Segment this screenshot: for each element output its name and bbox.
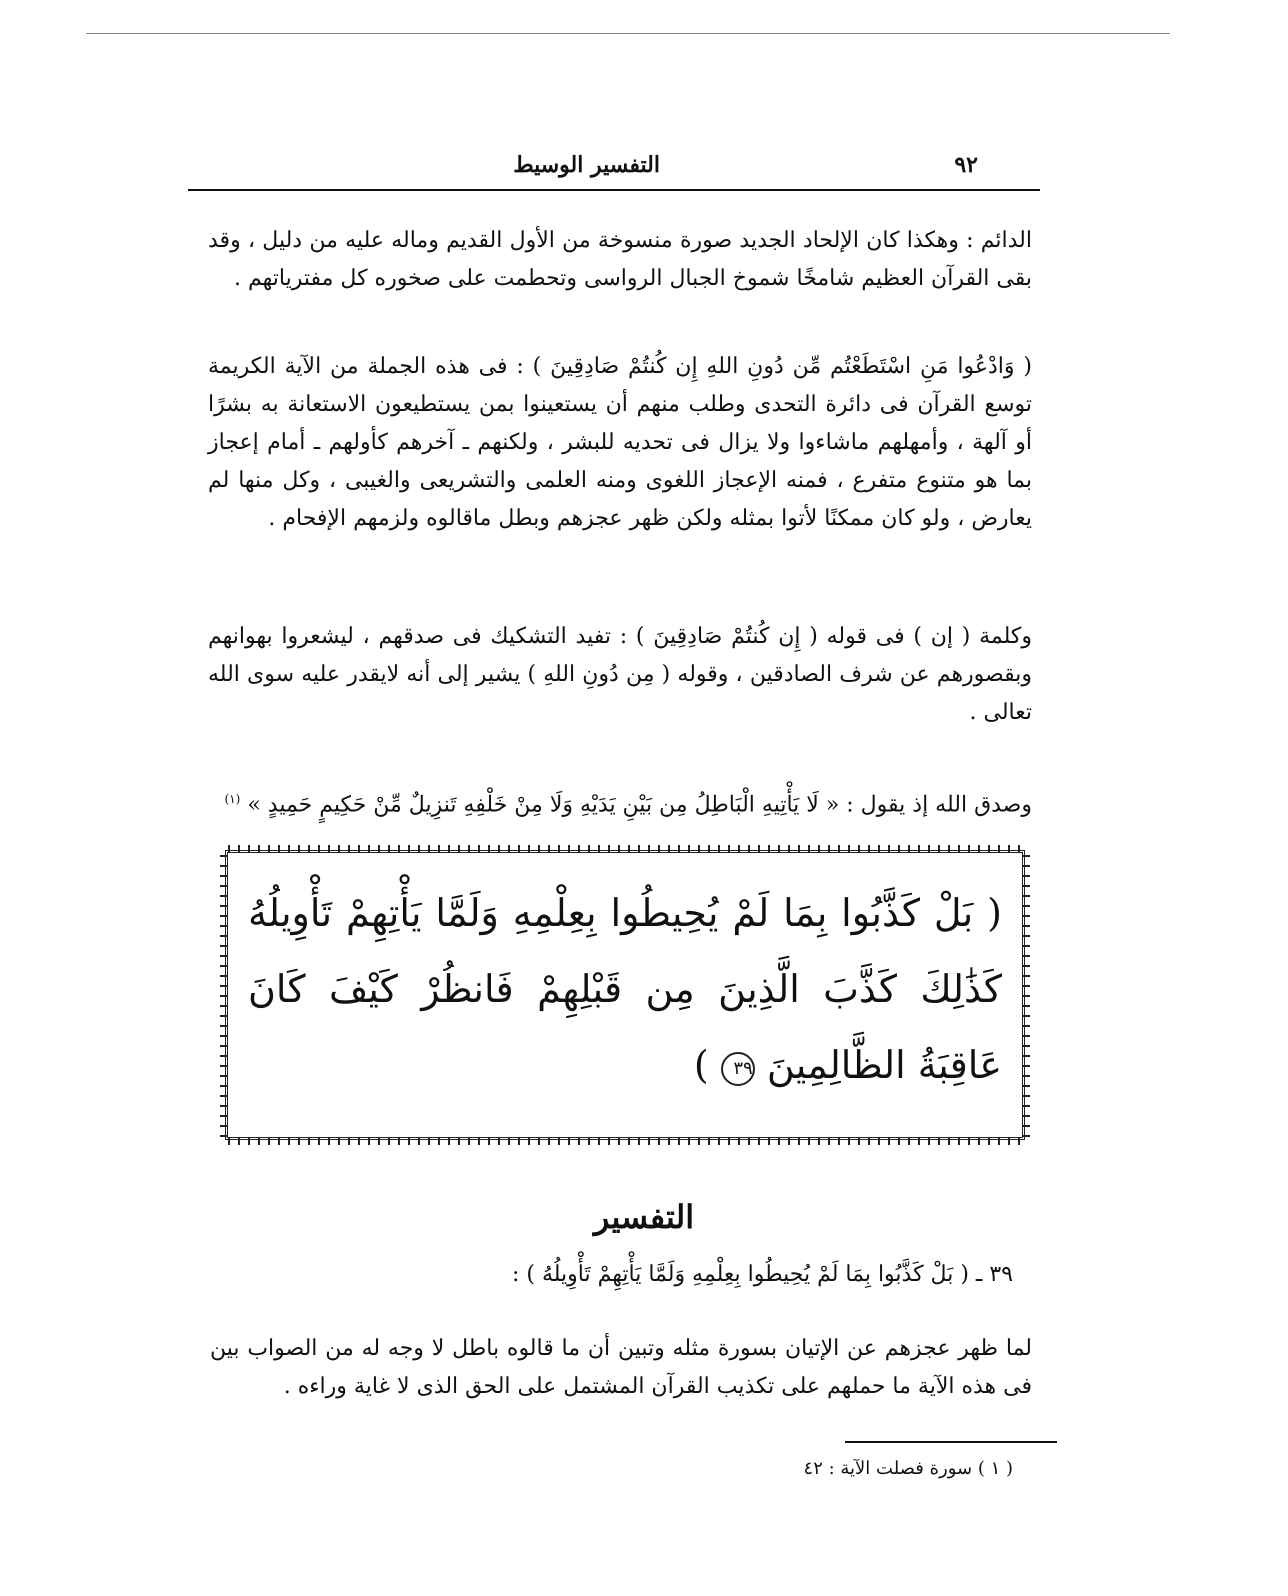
ornament-border-right (1022, 853, 1030, 1137)
paragraph-3: وكلمة ( إن ) فى قوله ( إِن كُنتُمْ صَادِقِينَ ) : تفيد التشكيك فى صدقهم ، ليشعروا بهوانهم وبقصورهم عن شرف الصادقين ، وقوله ( مِن دُونِ اللهِ ) يشير إلى أنه لايقدر عليه سوى الله تعالى . (208, 624, 1032, 725)
header-rule (188, 189, 1040, 191)
tafsir-body: لما ظهر عجزهم عن الإتيان بسورة مثله وتبين أن ما قالوه باطل لا وجه له من الصواب بين فى هذه الآية ما حملهم على تكذيب القرآن المشتمل على الحق الذى لا غاية وراءه . (210, 1336, 1032, 1399)
quran-verse-text: ( بَلْ كَذَّبُوا بِمَا لَمْ يُحِيطُوا بِعِلْمِهِ وَلَمَّا يَأْتِهِمْ تَأْوِيلُهُ كَذَٰلِكَ كَذَّبَ الَّذِينَ مِن قَبْلِهِمْ فَانظُرْ كَيْفَ كَانَ عَاقِبَةُ الظَّالِمِينَ (248, 891, 1002, 1087)
ornament-border-left (220, 853, 228, 1137)
footnote-rule (845, 1441, 1057, 1443)
quote-line (208, 780, 1032, 824)
paragraph-1: الدائم : وهكذا كان الإلحاد الجديد صورة منسوخة من الأول القديم وماله عليه من دليل ، وقد بقى القرآن العظيم شامخًا شموخ الجبال الرواسى وتحطمت على صخوره كل مفترياتهم . (208, 228, 1032, 291)
ornament-border-top (228, 845, 1022, 853)
quran-verse-box (225, 850, 1025, 1140)
quote-text: وصدق الله إذ يقول : « لَا يَأْتِيهِ الْبَاطِلُ مِن بَيْنِ يَدَيْهِ وَلَا مِنْ خَلْفِهِ تَنزِيلٌ مِّنْ حَكِيمٍ حَمِيدٍ » (247, 792, 1032, 818)
scan-edge-rule (86, 33, 1170, 34)
running-title: التفسير الوسيط (513, 152, 660, 178)
footnote-marker: (١) (224, 792, 241, 806)
page-number: ٩٢ (954, 152, 978, 178)
footnote: ( ١ ) سورة فصلت الآية : ٤٢ (803, 1458, 1013, 1479)
tafsir-ayah-reference: ٣٩ ـ ( بَلْ كَذَّبُوا بِمَا لَمْ يُحِيطُوا بِعِلْمِهِ وَلَمَّا يَأْتِهِمْ تَأْوِيلُهُ ) : (511, 1262, 1013, 1287)
paragraph-2: ( وَادْعُوا مَنِ اسْتَطَعْتُم مِّن دُونِ اللهِ إِن كُنتُمْ صَادِقِينَ ) : فى هذه الجملة من الآية الكريمة توسع القرآن فى دائرة التحدى وطلب منهم أن يستعينوا بمن يستطيعون الاستعانة به بشرًا أو آلهة ، وأمهلهم ماشاءوا ولا يزال فى تحديه للبشر ، ولكنهم ـ آخرهم كأولهم ـ أمام إعجاز بما هو متنوع متفرع ، فمنه الإعجاز اللغوى ومنه العلمى والتشريعى والغيبى ، وكل منها لم يعارض ، ولو كان ممكنًا لأتوا بمثله ولكن ظهر عجزهم وبطل ماقالوه ولزمهم الإفحام . (208, 354, 1033, 531)
page-header (188, 148, 1040, 190)
ayah-number-medallion: ٣٩ (721, 1052, 755, 1086)
ornament-border-bottom (228, 1137, 1022, 1145)
section-title: التفسير (593, 1198, 695, 1236)
quran-verse (248, 875, 1002, 1103)
verse-closing-bracket: ) (693, 1043, 709, 1087)
